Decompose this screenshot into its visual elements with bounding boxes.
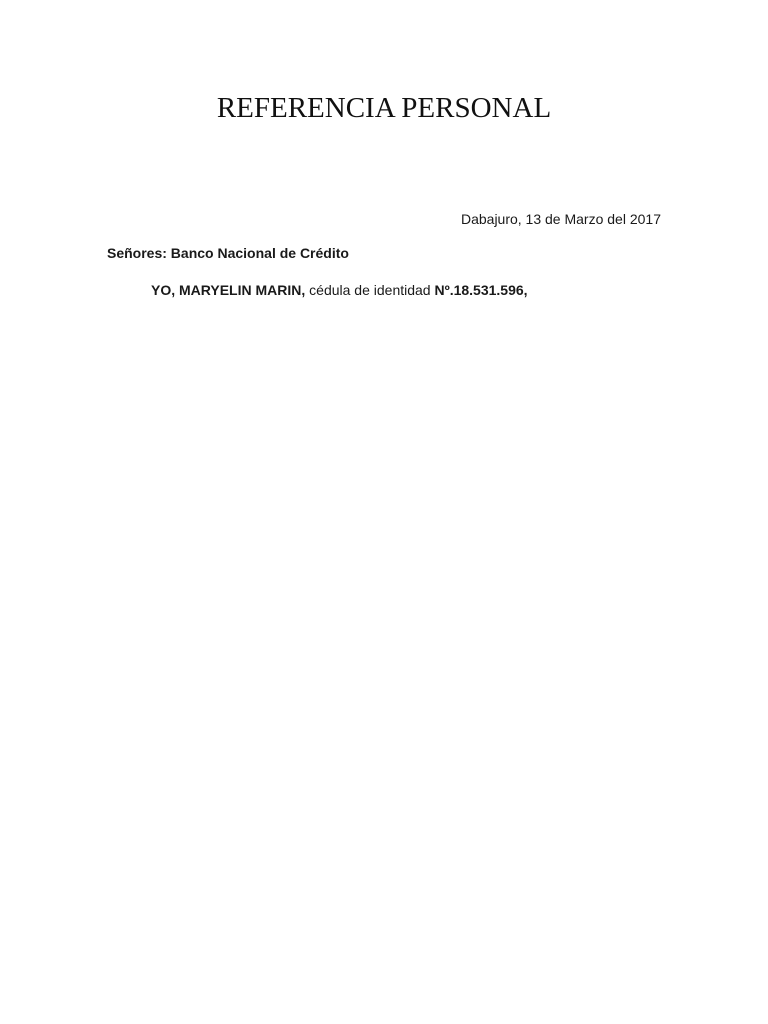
author-name: YO, MARYELIN MARIN, — [151, 282, 306, 298]
paragraph-text: cédula de identidad — [305, 282, 435, 298]
addressee-line: Señores: Banco Nacional de Crédito — [107, 245, 349, 261]
document-title: REFERENCIA PERSONAL — [216, 92, 552, 124]
body-paragraph-1 — [107, 277, 661, 304]
author-id-number: Nº.18.531.596, — [434, 282, 528, 298]
date-line: Dabajuro, 13 de Marzo del 2017 — [460, 211, 661, 227]
